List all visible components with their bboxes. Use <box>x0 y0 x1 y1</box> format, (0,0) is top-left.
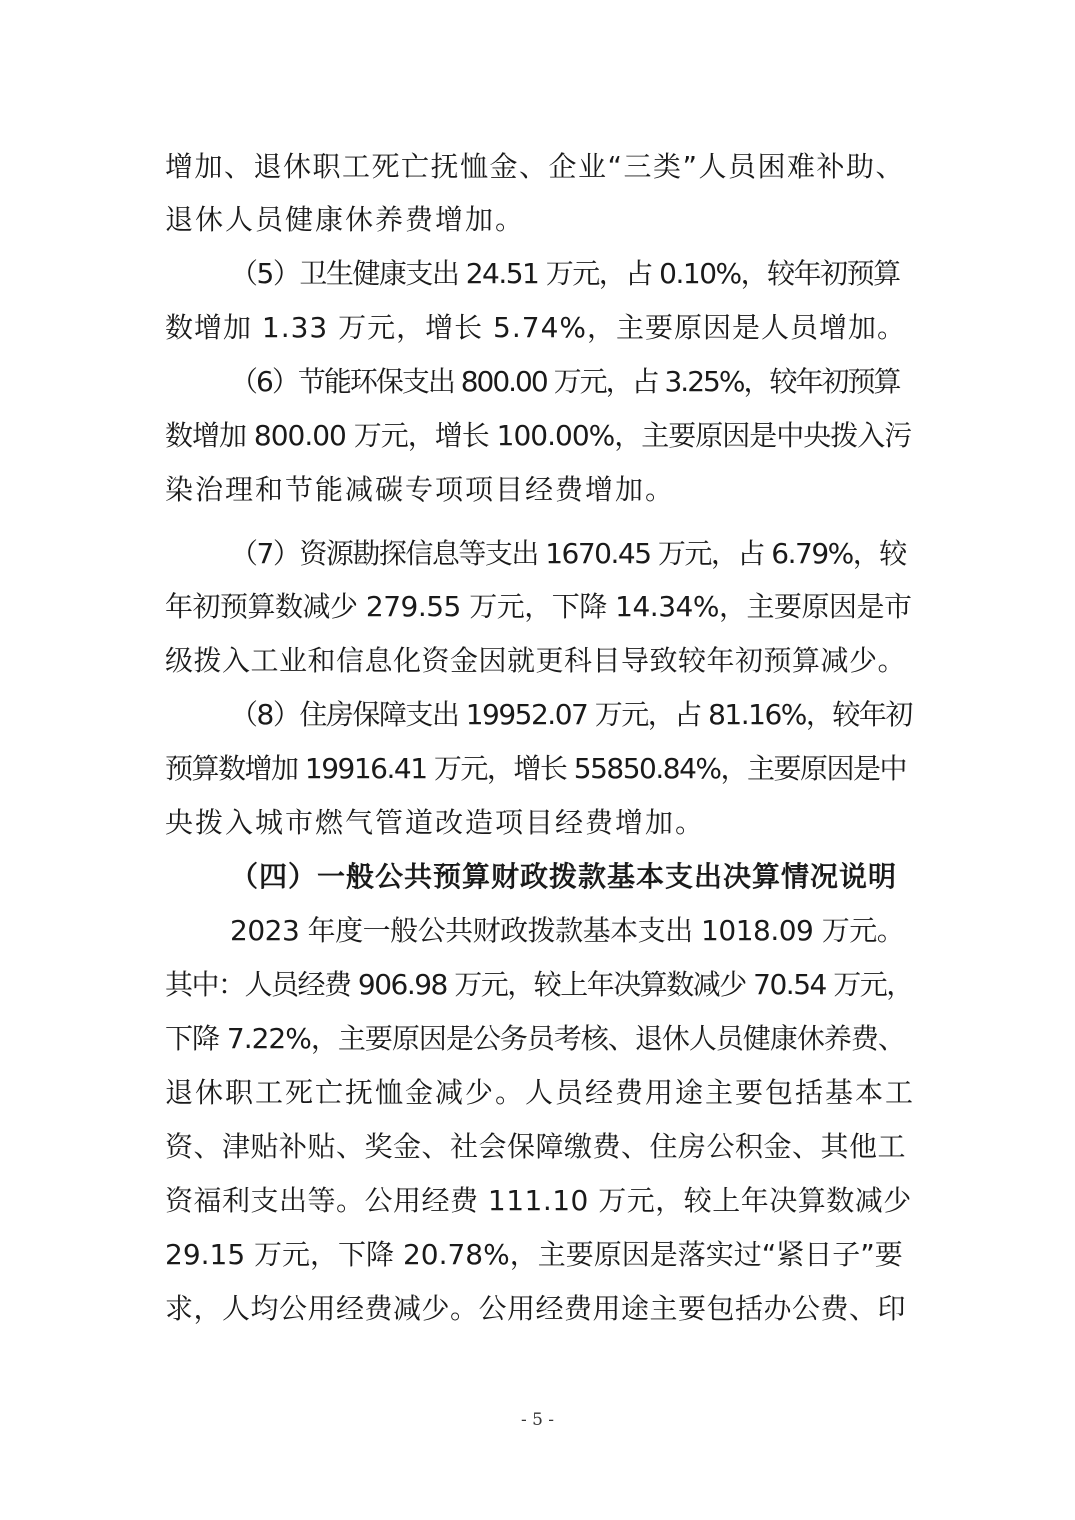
text-line: （6）节能环保支出 800.00 万元，占 3.25%，较年初预算 <box>230 365 900 398</box>
text-line: 数增加 800.00 万元，增长 100.00%，主要原因是中央拨入污 <box>165 419 912 452</box>
text-line: （8）住房保障支出 19952.07 万元，占 81.16%，较年初 <box>230 698 912 731</box>
text-line: 级拨入工业和信息化资金因就更科目导致较年初预算减少。 <box>165 644 907 677</box>
text-line: 求，人均公用经费减少。公用经费用途主要包括办公费、印 <box>165 1292 907 1325</box>
text-line: 2023 年度一般公共财政拨款基本支出 1018.09 万元。 <box>230 914 905 947</box>
text-line: （7）资源勘探信息等支出 1670.45 万元，占 6.79%，较 <box>230 537 906 570</box>
text-line: （5）卫生健康支出 24.51 万元，占 0.10%，较年初预算 <box>230 257 900 290</box>
text-line: 退休人员健康休养费增加。 <box>165 203 526 236</box>
page-number: - 5 - <box>520 1410 555 1430</box>
section-heading: （四）一般公共预算财政拨款基本支出决算情况说明 <box>230 860 898 893</box>
text-line: 退休职工死亡抚恤金减少。人员经费用途主要包括基本工 <box>165 1076 915 1109</box>
text-line: 其中：人员经费 906.98 万元，较上年决算数减少 70.54 万元， <box>165 968 913 1001</box>
text-line: 增加、退休职工死亡抚恤金、企业“三类”人员困难补助、 <box>165 150 906 183</box>
text-line: 染治理和节能减碳专项项目经费增加。 <box>165 473 676 506</box>
text-line: 资、津贴补贴、奖金、社会保障缴费、住房公积金、其他工 <box>165 1130 907 1163</box>
text-line: 资福利支出等。公用经费 111.10 万元，较上年决算数减少 <box>165 1184 912 1217</box>
text-line: 29.15 万元，下降 20.78%，主要原因是落实过“紧日子”要 <box>165 1238 903 1271</box>
text-line: 年初预算数减少 279.55 万元，下降 14.34%，主要原因是市 <box>165 590 912 623</box>
text-line: 下降 7.22%，主要原因是公务员考核、退休人员健康休养费、 <box>165 1022 905 1055</box>
text-line: 预算数增加 19916.41 万元，增长 55850.84%，主要原因是中 <box>165 752 907 785</box>
text-line: 央拨入城市燃气管道改造项目经费增加。 <box>165 806 706 839</box>
text-line: 数增加 1.33 万元，增长 5.74%，主要原因是人员增加。 <box>165 311 906 344</box>
